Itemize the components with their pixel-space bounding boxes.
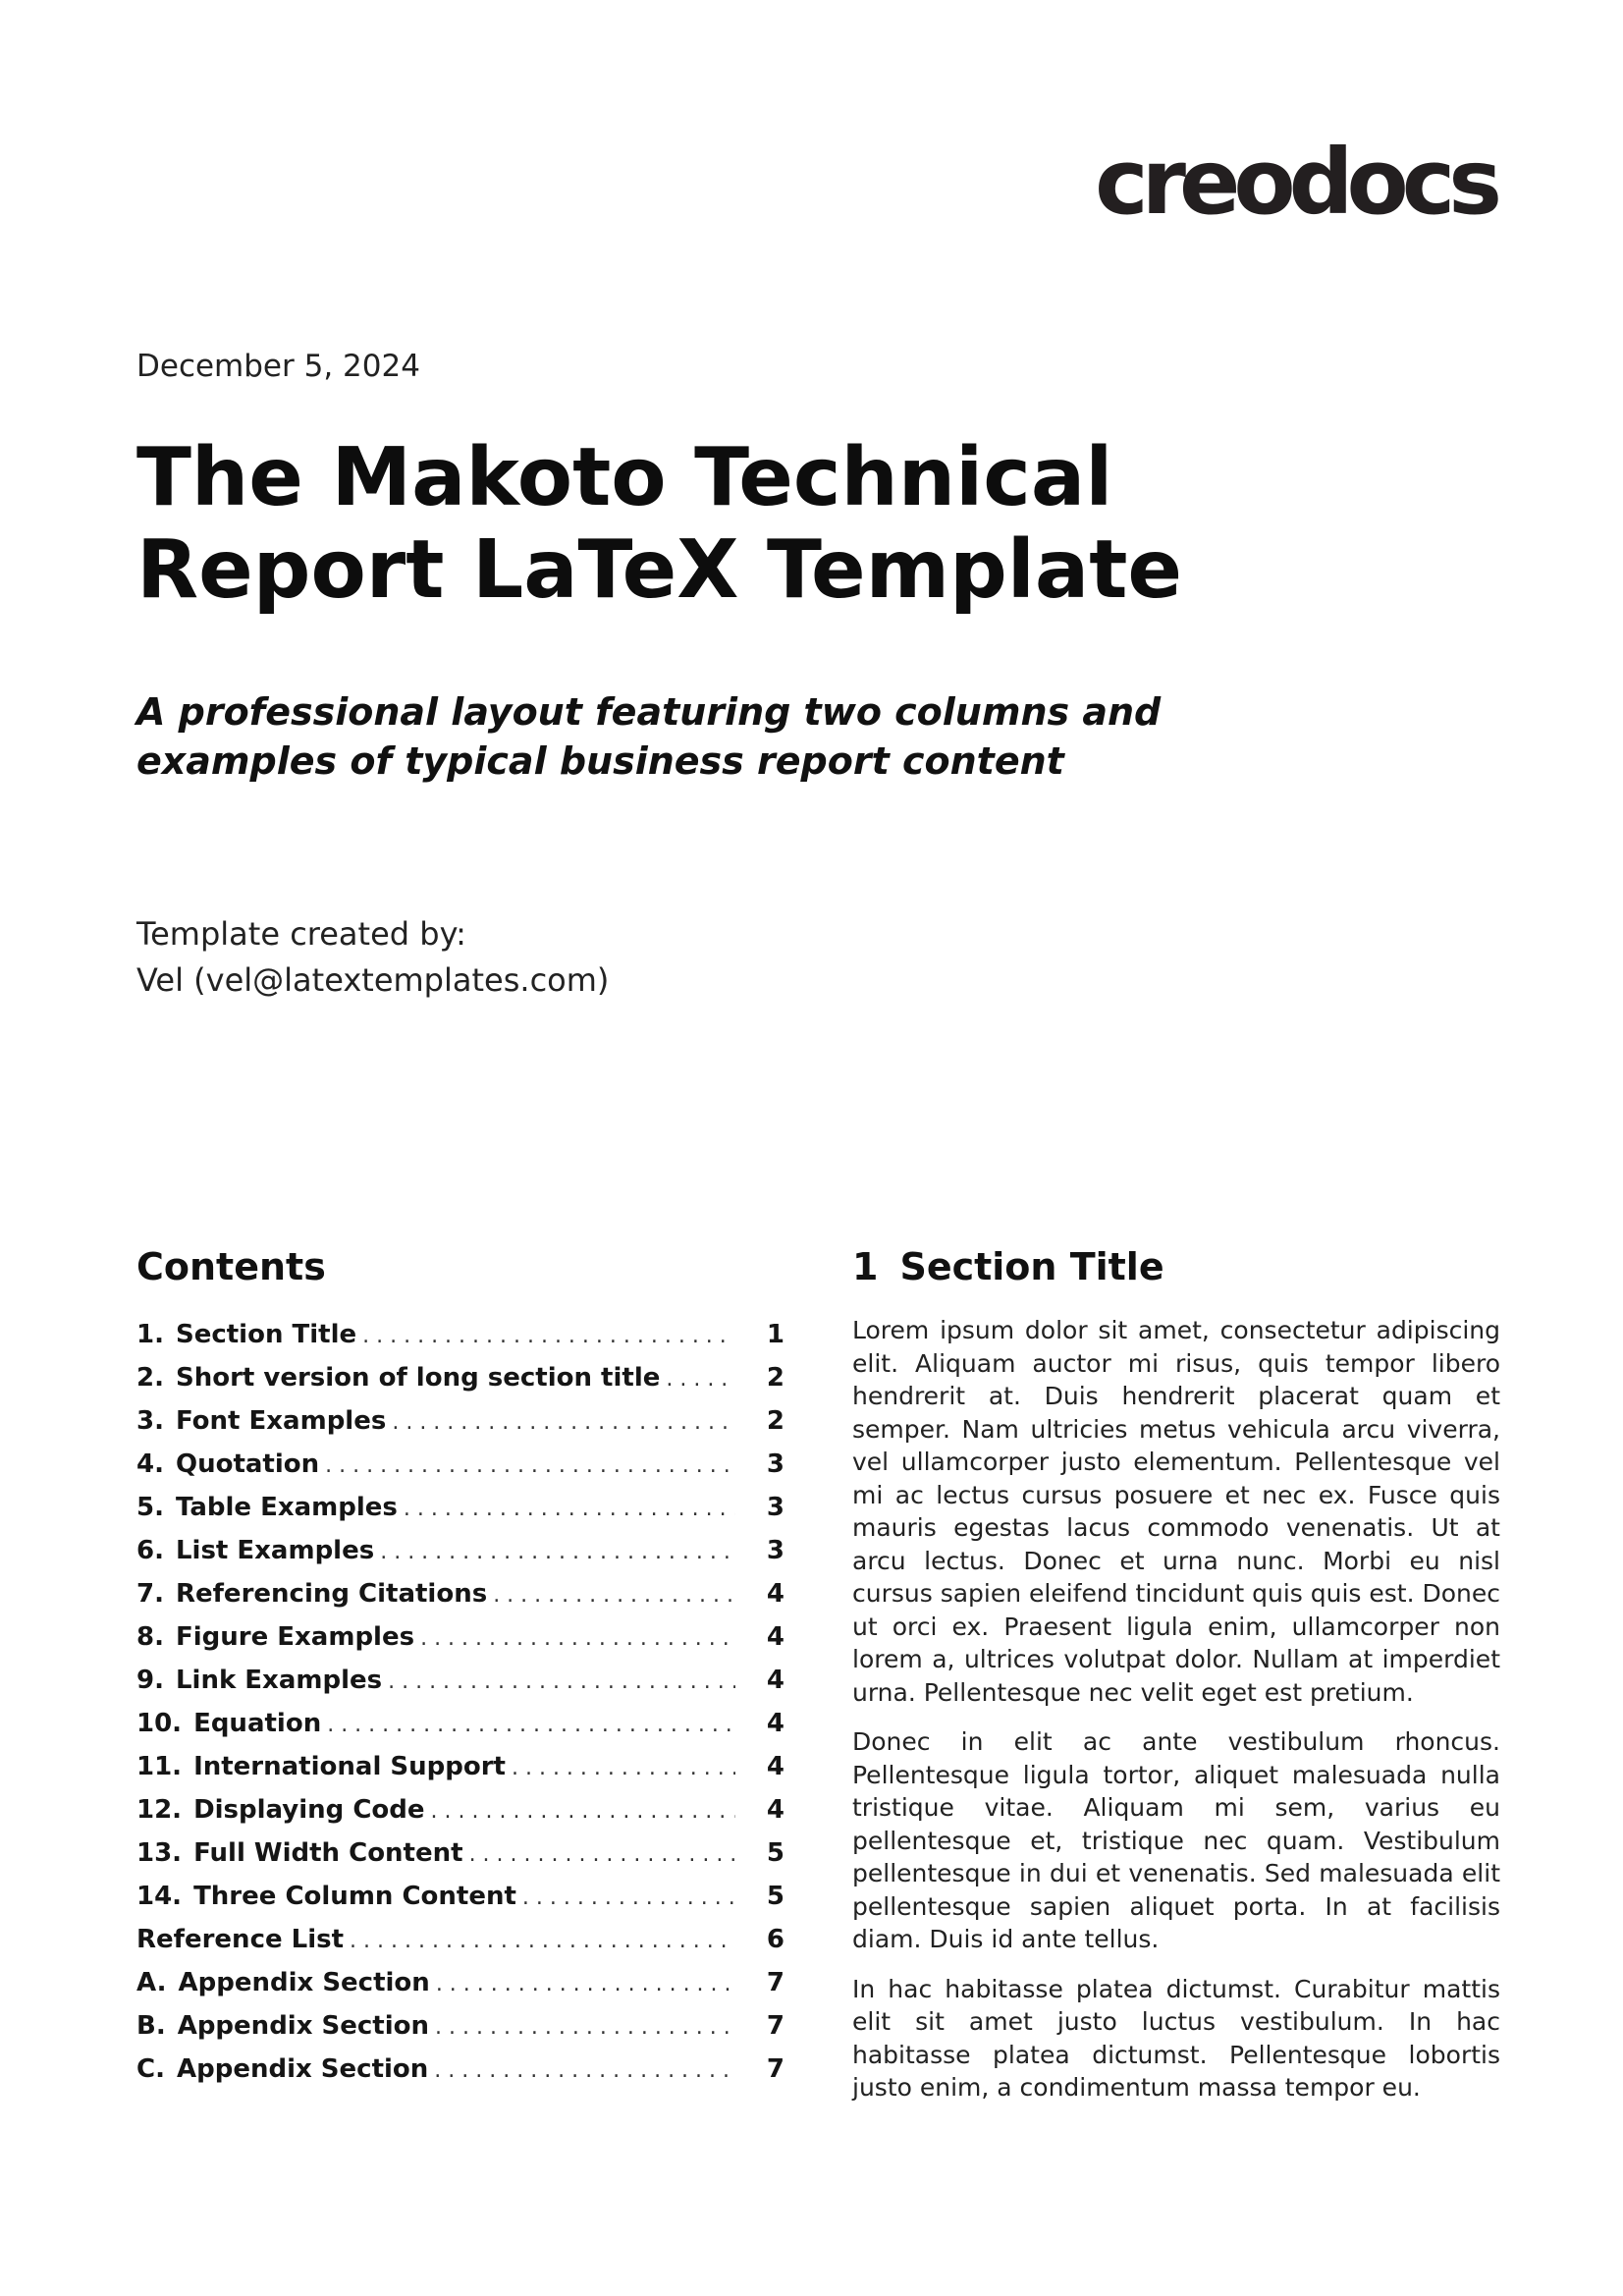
toc-dot-leader xyxy=(493,1579,735,1609)
section-paragraph: Lorem ipsum dolor sit amet, consectetur adipiscing elit. Aliquam auctor mi risus, quis tempor libero hendrerit at. Duis hendrerit placerat quam et semper. Nam ultricies metus vehicula arcu viverra, vel ullamcorper justo elementum. Pellentesque vel mi ac lectus cursus posuere et nec ex. Fusce quis mauris egestas lacus commodo venenatis. Ut at arcu lectus. Donec et urna nunc. Morbi eu nisl cursus sapien eleifend tincidunt quis quis est. Donec ut orci ex. Praesent ligula enim, ullamcorper non lorem a, ultrices volutpat dolor. Nullam at imperdiet urna. Pellentesque nec velit eget est pretium. xyxy=(852,1316,1501,1707)
author-name: Vel (vel@latextemplates.com) xyxy=(136,961,610,999)
toc-entry-page: 3 xyxy=(766,1493,784,1522)
toc-entry-label: Full Width Content xyxy=(193,1838,463,1868)
toc-entry-number: 5. xyxy=(136,1493,164,1522)
toc-entry-number: 13. xyxy=(136,1838,183,1868)
toc-entry-page: 2 xyxy=(766,1363,784,1393)
toc-entry-page: 6 xyxy=(766,1925,784,1954)
toc-entry-label: Short version of long section title xyxy=(175,1363,661,1393)
toc-entry-label: Quotation xyxy=(175,1449,320,1479)
toc-entry[interactable] xyxy=(136,2011,784,2054)
toc-entry-label: Displaying Code xyxy=(193,1795,425,1825)
section-1 xyxy=(852,1239,1500,2121)
author-block xyxy=(136,911,609,1004)
section-title: Section Title xyxy=(899,1245,1164,1288)
toc-entry-label: Table Examples xyxy=(175,1493,398,1522)
toc-entry-page: 4 xyxy=(766,1622,784,1652)
toc-entry-number: C. xyxy=(136,2054,165,2084)
toc-entry-label: List Examples xyxy=(175,1536,375,1565)
toc-entry[interactable] xyxy=(136,1666,784,1709)
toc-entry-number: 2. xyxy=(136,1363,164,1393)
toc-entry-number: 9. xyxy=(136,1666,164,1695)
toc-entry-number: 3. xyxy=(136,1406,164,1436)
toc-dot-leader xyxy=(388,1666,735,1695)
toc-entry-page: 3 xyxy=(766,1449,784,1479)
toc-entry-label: Appendix Section xyxy=(176,2054,429,2084)
report-title xyxy=(136,432,1217,617)
toc-entry-page: 4 xyxy=(766,1752,784,1781)
toc-dot-leader xyxy=(435,2011,735,2041)
toc-entry-label: Figure Examples xyxy=(175,1622,415,1652)
toc-entry[interactable] xyxy=(136,1925,784,1968)
toc-entry[interactable] xyxy=(136,1449,784,1493)
report-title-line-2: Report LaTeX Template xyxy=(136,523,1183,617)
toc-entry[interactable] xyxy=(136,1320,784,1363)
section-paragraph: In hac habitasse platea dictumst. Curabitur mattis elit sit amet justo luctus vestibulum. In hac habitasse platea dictumst. Pellentesque lobortis justo enim, a condimentum massa tempor eu. xyxy=(852,1974,1500,2102)
toc-entry-page: 1 xyxy=(766,1320,784,1349)
toc-entry[interactable] xyxy=(136,1622,784,1666)
contents-heading: Contents xyxy=(136,1245,326,1288)
toc-entry[interactable] xyxy=(136,1363,784,1406)
toc-dot-leader xyxy=(522,1882,735,1911)
toc-entry-page: 5 xyxy=(766,1838,784,1868)
toc-dot-leader xyxy=(350,1925,735,1954)
section-number: 1 xyxy=(852,1245,879,1288)
toc-entry-label: Appendix Section xyxy=(177,2011,430,2041)
toc-dot-leader xyxy=(362,1320,735,1349)
section-paragraph: Donec in elit ac ante vestibulum rhoncus. Pellentesque ligula tortor, aliquet malesuada nulla tristique vitae. Aliquam mi sem, varius eu pellentesque et, tristique nec quam. Vestibulum pellentesque in dui et venenatis. Sed malesuada elit pellentesque sapien aliquet porta. In at facilisis diam. Duis id ante tellus. xyxy=(852,1727,1500,1953)
toc-entry-label: Font Examples xyxy=(175,1406,387,1436)
report-title-line-1: The Makoto Technical xyxy=(136,431,1113,524)
toc-dot-leader xyxy=(380,1536,735,1565)
toc-entry-number: 8. xyxy=(136,1622,164,1652)
toc-entry[interactable] xyxy=(136,1838,784,1882)
table-of-contents xyxy=(136,1239,784,2098)
toc-entry-page: 4 xyxy=(766,1579,784,1609)
toc-entry-number: B. xyxy=(136,2011,166,2041)
toc-entry-number: 4. xyxy=(136,1449,164,1479)
author-label: Template created by: xyxy=(136,915,466,953)
toc-list xyxy=(136,1320,784,2098)
toc-entry-label: Section Title xyxy=(175,1320,357,1349)
toc-entry-page: 4 xyxy=(766,1666,784,1695)
creodocs-logo: creodocs xyxy=(1095,130,1495,235)
toc-entry-page: 7 xyxy=(766,2011,784,2041)
toc-entry-number: 6. xyxy=(136,1536,164,1565)
toc-entry-label: Three Column Content xyxy=(193,1882,516,1911)
toc-dot-leader xyxy=(469,1838,735,1868)
toc-entry-page: 5 xyxy=(766,1882,784,1911)
toc-entry-number: 11. xyxy=(136,1752,183,1781)
toc-entry[interactable] xyxy=(136,1882,784,1925)
toc-entry-label: Equation xyxy=(193,1709,322,1738)
toc-dot-leader xyxy=(434,2054,735,2084)
toc-entry[interactable] xyxy=(136,1795,784,1838)
toc-dot-leader xyxy=(325,1449,735,1479)
toc-entry[interactable] xyxy=(136,2054,784,2098)
toc-entry-page: 7 xyxy=(766,1968,784,1997)
toc-entry-page: 2 xyxy=(766,1406,784,1436)
toc-dot-leader xyxy=(392,1406,735,1436)
section-heading xyxy=(852,1239,1500,1294)
report-subtitle-line-1: A professional layout featuring two columns and xyxy=(136,690,1162,734)
toc-entry[interactable] xyxy=(136,1406,784,1449)
toc-entry-label: Referencing Citations xyxy=(175,1579,488,1609)
toc-entry-label: Appendix Section xyxy=(178,1968,430,1997)
toc-entry-label: International Support xyxy=(193,1752,506,1781)
toc-dot-leader xyxy=(420,1622,735,1652)
toc-entry[interactable] xyxy=(136,1752,784,1795)
toc-entry-number: 14. xyxy=(136,1882,183,1911)
toc-entry-number: 10. xyxy=(136,1709,183,1738)
toc-dot-leader xyxy=(431,1795,735,1825)
toc-entry[interactable] xyxy=(136,1493,784,1536)
toc-dot-leader xyxy=(666,1363,735,1393)
toc-entry-page: 7 xyxy=(766,2054,784,2084)
report-date: December 5, 2024 xyxy=(136,349,420,384)
toc-dot-leader xyxy=(327,1709,735,1738)
toc-entry[interactable] xyxy=(136,1709,784,1752)
toc-dot-leader xyxy=(436,1968,735,1997)
toc-entry[interactable] xyxy=(136,1536,784,1579)
toc-entry-page: 4 xyxy=(766,1709,784,1738)
toc-dot-leader xyxy=(512,1752,735,1781)
toc-entry[interactable] xyxy=(136,1579,784,1622)
toc-entry-page: 3 xyxy=(766,1536,784,1565)
toc-entry-label: Reference List xyxy=(136,1925,345,1954)
report-subtitle-line-2: examples of typical business report content xyxy=(136,739,1064,783)
toc-entry-page: 4 xyxy=(766,1795,784,1825)
toc-entry-number: 7. xyxy=(136,1579,164,1609)
toc-entry[interactable] xyxy=(136,1968,784,2011)
toc-entry-number: 1. xyxy=(136,1320,164,1349)
toc-entry-number: 12. xyxy=(136,1795,183,1825)
report-subtitle xyxy=(136,687,1217,786)
toc-entry-number: A. xyxy=(136,1968,167,1997)
toc-dot-leader xyxy=(404,1493,735,1522)
toc-entry-label: Link Examples xyxy=(175,1666,383,1695)
